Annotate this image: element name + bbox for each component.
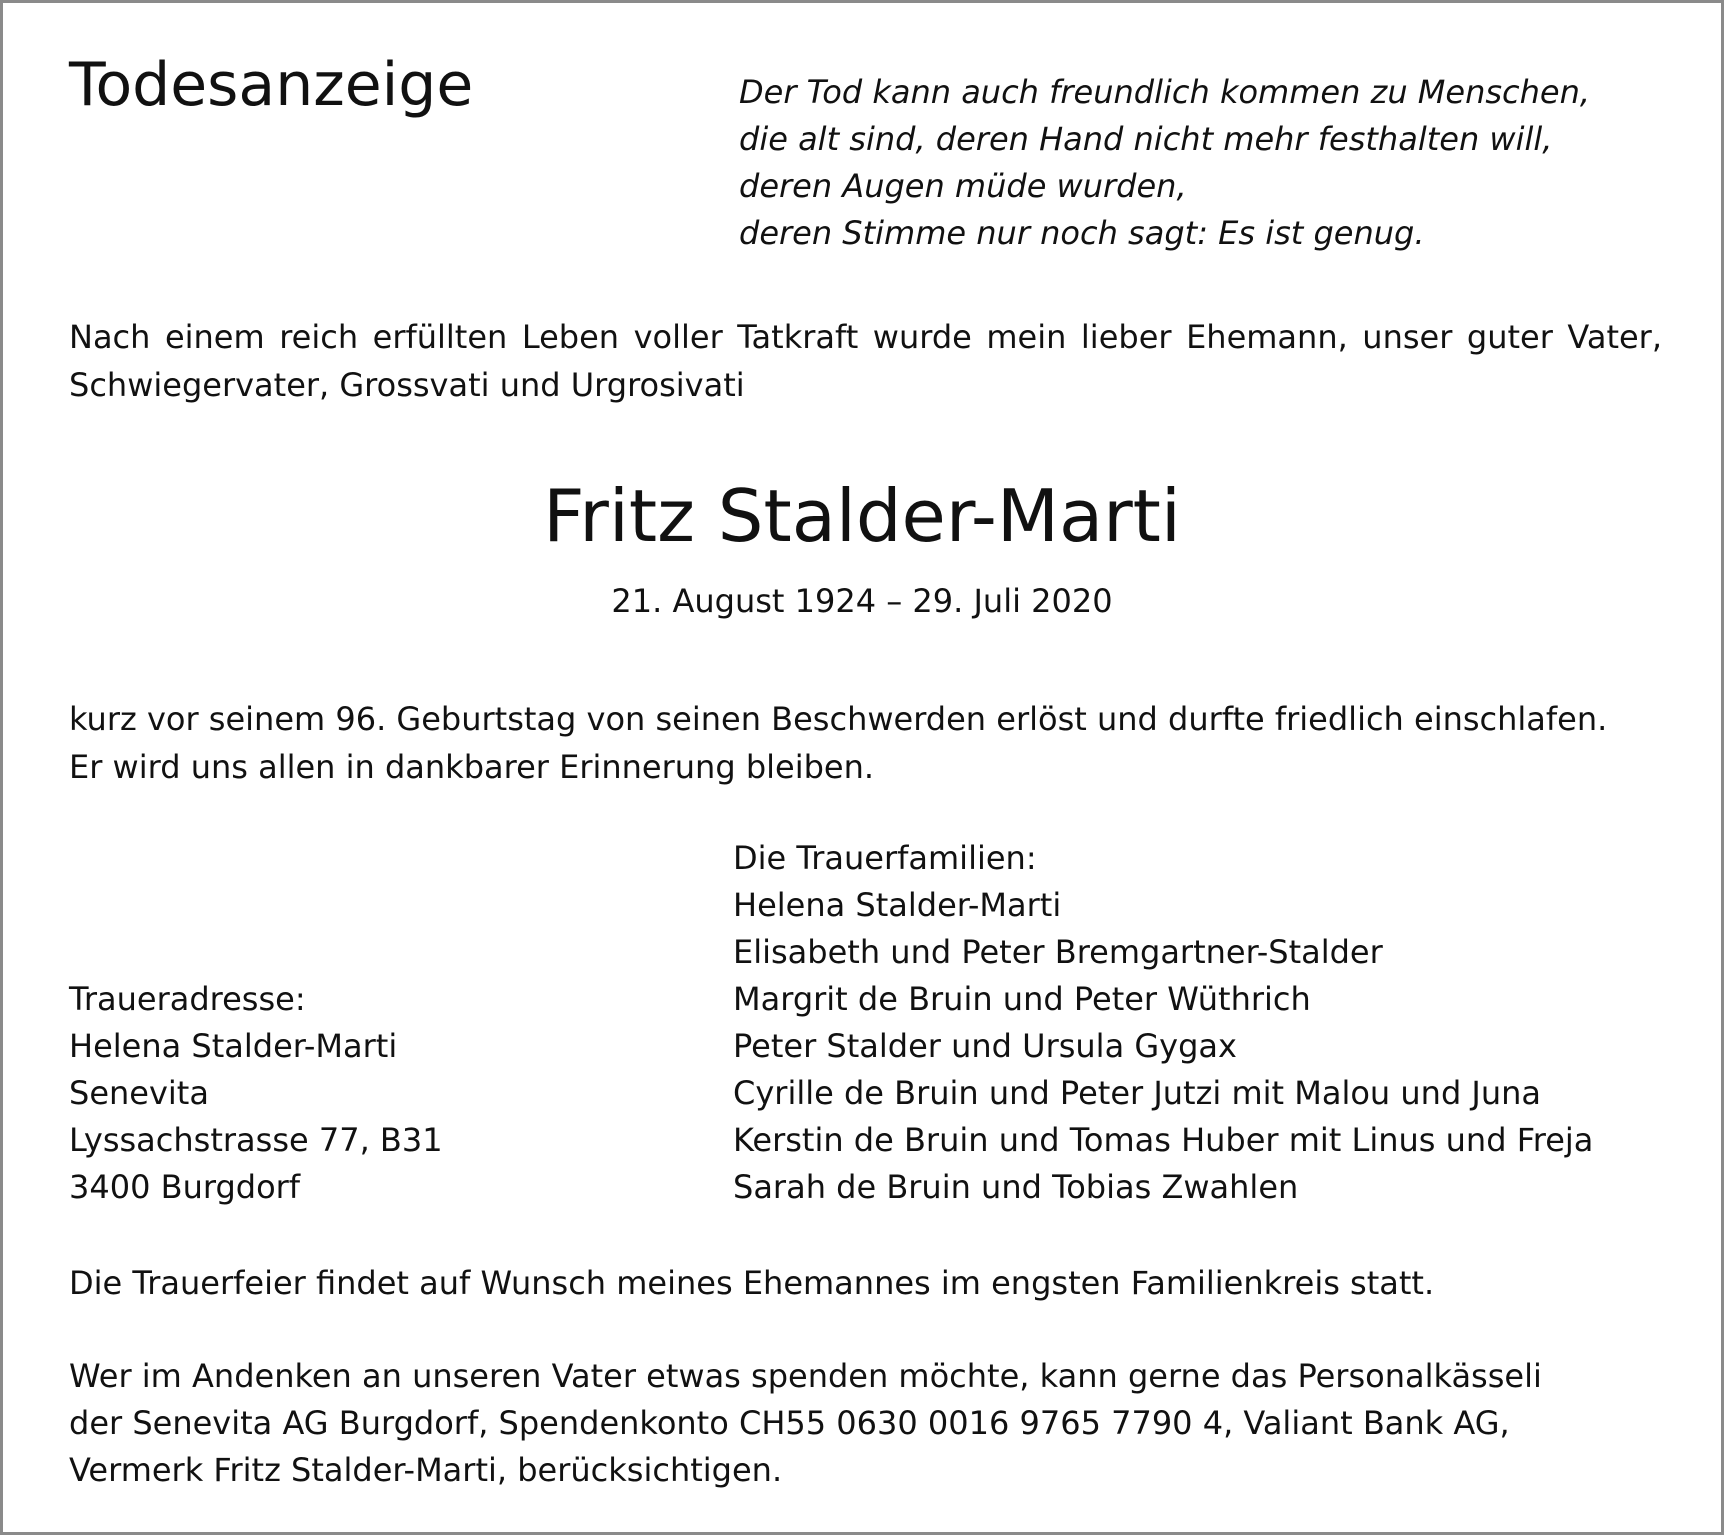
donation-line: der Senevita AG Burgdorf, Spendenkonto CH55 0630 0016 9765 7790 4, Valiant Bank AG, [69,1404,1510,1442]
poem-quote [739,69,1699,257]
poem-line: die alt sind, deren Hand nicht mehr festhalten will, [739,120,1553,158]
poem-line: Der Tod kann auch freundlich kommen zu Menschen, [739,73,1591,111]
address-line: 3400 Burgdorf [69,1168,301,1206]
family-member: Elisabeth und Peter Bremgartner-Stalder [733,933,1383,971]
deceased-name: Fritz Stalder-Marti [543,474,1181,558]
family-member: Sarah de Bruin und Tobias Zwahlen [733,1168,1299,1206]
notice-heading: Todesanzeige [69,50,474,120]
family-label: Die Trauerfamilien: [733,839,1037,877]
poem-line: deren Stimme nur noch sagt: Es ist genug. [739,214,1425,252]
closing-line: kurz vor seinem 96. Geburtstag von seinen Beschwerden erlöst und durfte friedlich einschlafen. [69,700,1608,738]
address-label: Traueradresse: [69,980,306,1018]
donation-line: Wer im Andenken an unseren Vater etwas spenden möchte, kann gerne das Personalkässeli [69,1357,1542,1395]
life-dates: 21. August 1924 – 29. Juli 2020 [611,582,1113,620]
ceremony-note: Die Trauerfeier findet auf Wunsch meines Ehemannes im engsten Familienkreis statt. [69,1264,1435,1302]
poem-line: deren Augen müde wurden, [739,167,1187,205]
donation-line: Vermerk Fritz Stalder-Marti, berücksichtigen. [69,1451,783,1489]
address-line: Lyssachstrasse 77, B31 [69,1121,443,1159]
family-member: Kerstin de Bruin und Tomas Huber mit Linus und Freja [733,1121,1594,1159]
donation-note [69,1353,1669,1494]
family-member: Helena Stalder-Marti [733,886,1062,924]
address-line: Helena Stalder-Marti [69,1027,398,1065]
address-line: Senevita [69,1074,209,1112]
mourning-families [733,835,1693,1211]
family-member: Peter Stalder und Ursula Gygax [733,1027,1237,1065]
family-member: Margrit de Bruin und Peter Wüthrich [733,980,1311,1018]
closing-line: Er wird uns allen in dankbarer Erinnerung bleiben. [69,748,875,786]
mourning-address [69,976,709,1211]
intro-paragraph: Nach einem reich erfüllten Leben voller Tatkraft wurde mein lieber Ehemann, unser guter Vater, Schwiegervater, Grossvati und Urgrosivati [69,318,1662,404]
family-member: Cyrille de Bruin und Peter Jutzi mit Malou und Juna [733,1074,1542,1112]
closing-paragraph [69,695,1669,791]
